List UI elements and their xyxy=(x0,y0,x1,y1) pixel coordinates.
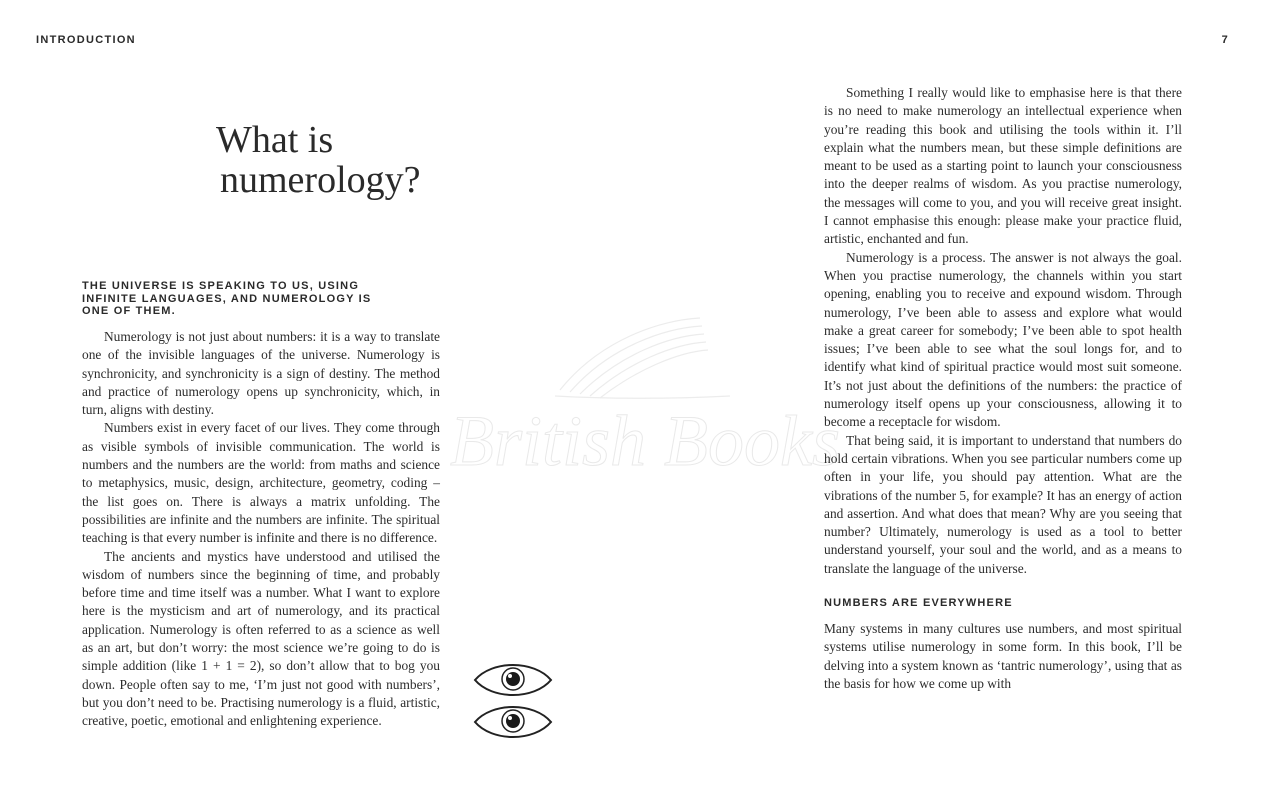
body-paragraph: Something I really would like to emphasise here is that there is no need to make numerology an intellectual experience when you’re reading this book and utilising the tools within it. I’ll explain what the numbers mean, but these simple definitions are meant to be used as a starting point to launch your consciousness into the deeper realms of wisdom. As you practise numerology, the messages will come to you, and you will receive great insight. I cannot emphasise this enough: please make your practice fluid, artistic, enchanted and fun. xyxy=(824,85,1182,247)
page-number: 7 xyxy=(1221,34,1229,46)
body-paragraph: Numbers exist in every facet of our lives. They come through as visible symbols of invisible communication. The world is numbers and the numbers are the world: from maths and science to metaphysics, music, design, architecture, geometry, coding – the list goes on. There is always a matrix unfolding. The possibilities are infinite and the numbers are infinite. The spiritual teaching is that every number is infinite and there is no difference. xyxy=(82,420,440,546)
kicker-heading: THE UNIVERSE IS SPEAKING TO US, USING INFINITE LANGUAGES, AND NUMEROLOGY IS ONE OF THEM. xyxy=(82,280,372,317)
page-title-line-1: What is xyxy=(216,119,334,161)
watermark-text: British Books xyxy=(450,401,840,481)
section-subheading: NUMBERS ARE EVERYWHERE xyxy=(824,597,1013,610)
left-column xyxy=(82,328,440,731)
watermark-feather-icon xyxy=(430,300,850,500)
page-title-line-2: numerology? xyxy=(220,159,421,201)
running-head-section: INTRODUCTION xyxy=(36,34,136,46)
watermark xyxy=(430,300,850,500)
eyes-icon xyxy=(472,658,554,744)
body-paragraph: That being said, it is important to understand that numbers do hold certain vibrations. When you see particular numbers come up often in your life, you should pay attention. What are the vibrations of the number 5, for example? It has an energy of action and assertion. And what does that mean? Why are you seeing that number? Ultimately, numerology is used as a tool to better understand yourself, your soul and the world, and as a means to translate the language of the universe. xyxy=(824,432,1182,576)
body-paragraph: The ancients and mystics have understood and utilised the wisdom of numbers since the beginning of time, and probably before time and time itself was a number. What I want to explore here is the mysticism and art of numerology, and its practical application. Numerology is often referred to as a science as well as an art, but don’t worry: the most science we’re going to do is simple addition (like 1 + 1 = 2), so don’t allow that to bog you down. People often say to me, ‘I’m just not good with numbers’, but you don’t need to be. Practising numerology is a fluid, artistic, creative, poetic, emotional and enlightening experience. xyxy=(82,548,440,729)
body-paragraph: Many systems in many cultures use numbers, and most spiritual systems utilise numerology in some form. In this book, I’ll be delving into a system known as ‘tantric numerology’, using that as the basis for how we come up with xyxy=(824,621,1182,691)
body-paragraph: Numerology is a process. The answer is not always the goal. When you practise numerology, the channels within you start opening, enabling you to receive and expound wisdom. Through numerology, I’ve been able to assess and explore what would make a great career for somebody; I’ve been able to spot health issues; I’ve been able to see what the soul longs for, and to identify what kind of spiritual practice would most suit someone. It’s not just about the definitions of the numbers: the practice of numerology itself opens up your consciousness, allowing it to become a receptacle for wisdom. xyxy=(824,249,1182,430)
right-column xyxy=(824,84,1182,693)
body-paragraph: Numerology is not just about numbers: it is a way to translate one of the invisible languages of the universe. Numerology is synchronicity, and synchronicity is a sign of destiny. The method and practice of numerology opens up synchronicity, which, in turn, aligns with destiny. xyxy=(82,329,440,418)
page-title xyxy=(216,120,421,200)
